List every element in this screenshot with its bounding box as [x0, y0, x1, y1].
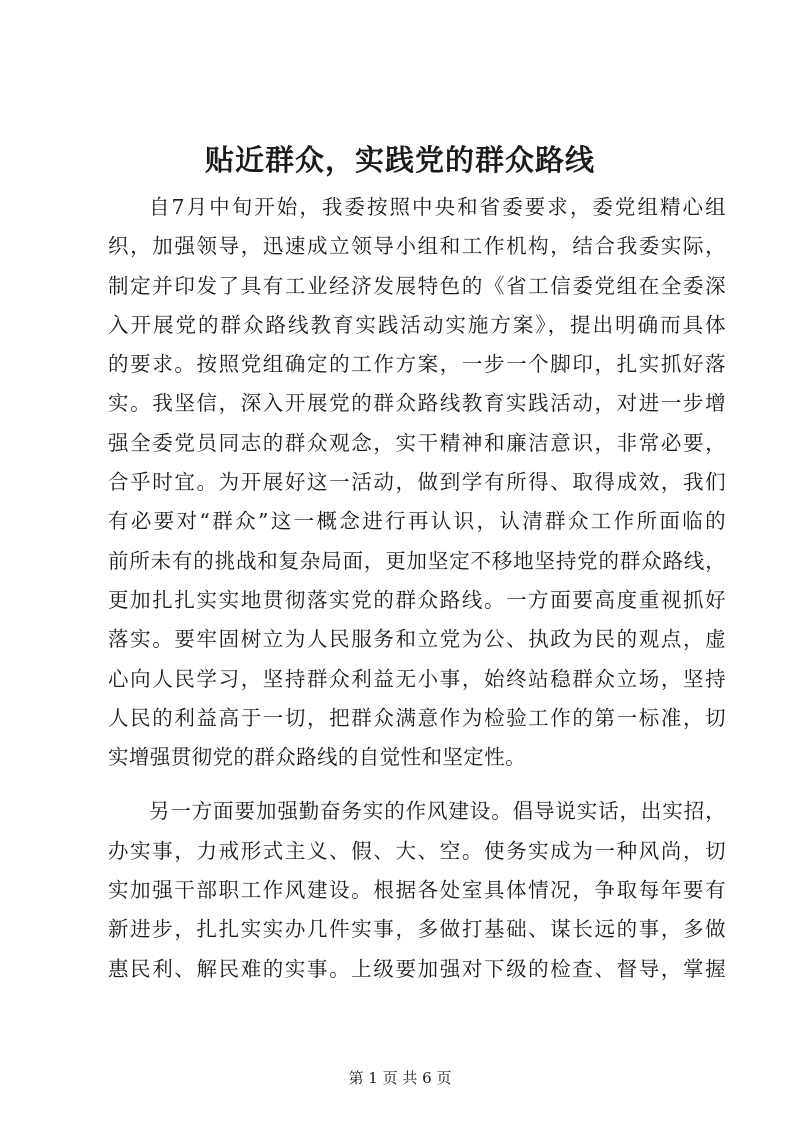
text-line: 前所未有的挑战和复杂局面，更加坚定不移地坚持党的群众路线， [108, 548, 726, 573]
paragraph-2 [108, 792, 726, 988]
paragraph-1 [108, 188, 726, 777]
document-body [108, 188, 726, 989]
text-line: 实增强贯彻党的群众路线的自觉性和坚定性。 [108, 745, 526, 770]
text-line: 新进步，扎扎实实办几件实事，多做打基础、谋长远的事，多做 [108, 917, 726, 942]
page-title: 贴近群众，实践党的群众路线 [204, 143, 595, 177]
text-line: 自7月中旬开始，我委按照中央和省委要求，委党组精心组 [149, 195, 726, 219]
text-line: 更加扎扎实实地贯彻落实党的群众路线。一方面要高度重视抓好 [108, 587, 726, 612]
text-line: 落实。要牢固树立为人民服务和立党为公、执政为民的观点，虚 [108, 627, 726, 652]
text-line: 入开展党的群众路线教育实践活动实施方案》，提出明确而具体 [108, 312, 726, 337]
text-line: 制定并印发了具有工业经济发展特色的《省工信委党组在全委深 [108, 273, 726, 298]
text-line: 心向人民学习，坚持群众利益无小事，始终站稳群众立场，坚持 [108, 666, 726, 691]
text-line: 实加强干部职工作风建设。根据各处室具体情况，争取每年要有 [108, 878, 726, 903]
text-line: 强全委党员同志的群众观念，实干精神和廉洁意识，非常必要， [108, 430, 726, 455]
text-line: 合乎时宜。为开展好这一活动，做到学有所得、取得成效，我们 [108, 470, 726, 495]
text-line: 惠民利、解民难的实事。上级要加强对下级的检查、督导，掌握 [108, 956, 726, 981]
text-line: 有必要对“群众”这一概念进行再认识，认清群众工作所面临的 [108, 509, 726, 534]
text-line: 织，加强领导，迅速成立领导小组和工作机构，结合我委实际， [108, 234, 726, 259]
text-line: 的要求。按照党组确定的工作方案，一步一个脚印，扎实抓好落 [108, 352, 726, 377]
text-line: 人民的利益高于一切，把群众满意作为检验工作的第一标准，切 [108, 705, 726, 730]
text-line: 另一方面要加强勤奋务实的作风建设。倡导说实话，出实招， [149, 799, 726, 824]
text-line: 实。我坚信，深入开展党的群众路线教育实践活动，对进一步增 [108, 391, 726, 416]
page-number-footer: 第 1 页 共 6 页 [348, 1069, 452, 1087]
paragraph-spacer [108, 777, 726, 792]
text-line: 办实事，力戒形式主义、假、大、空。使务实成为一种风尚，切 [108, 838, 726, 863]
